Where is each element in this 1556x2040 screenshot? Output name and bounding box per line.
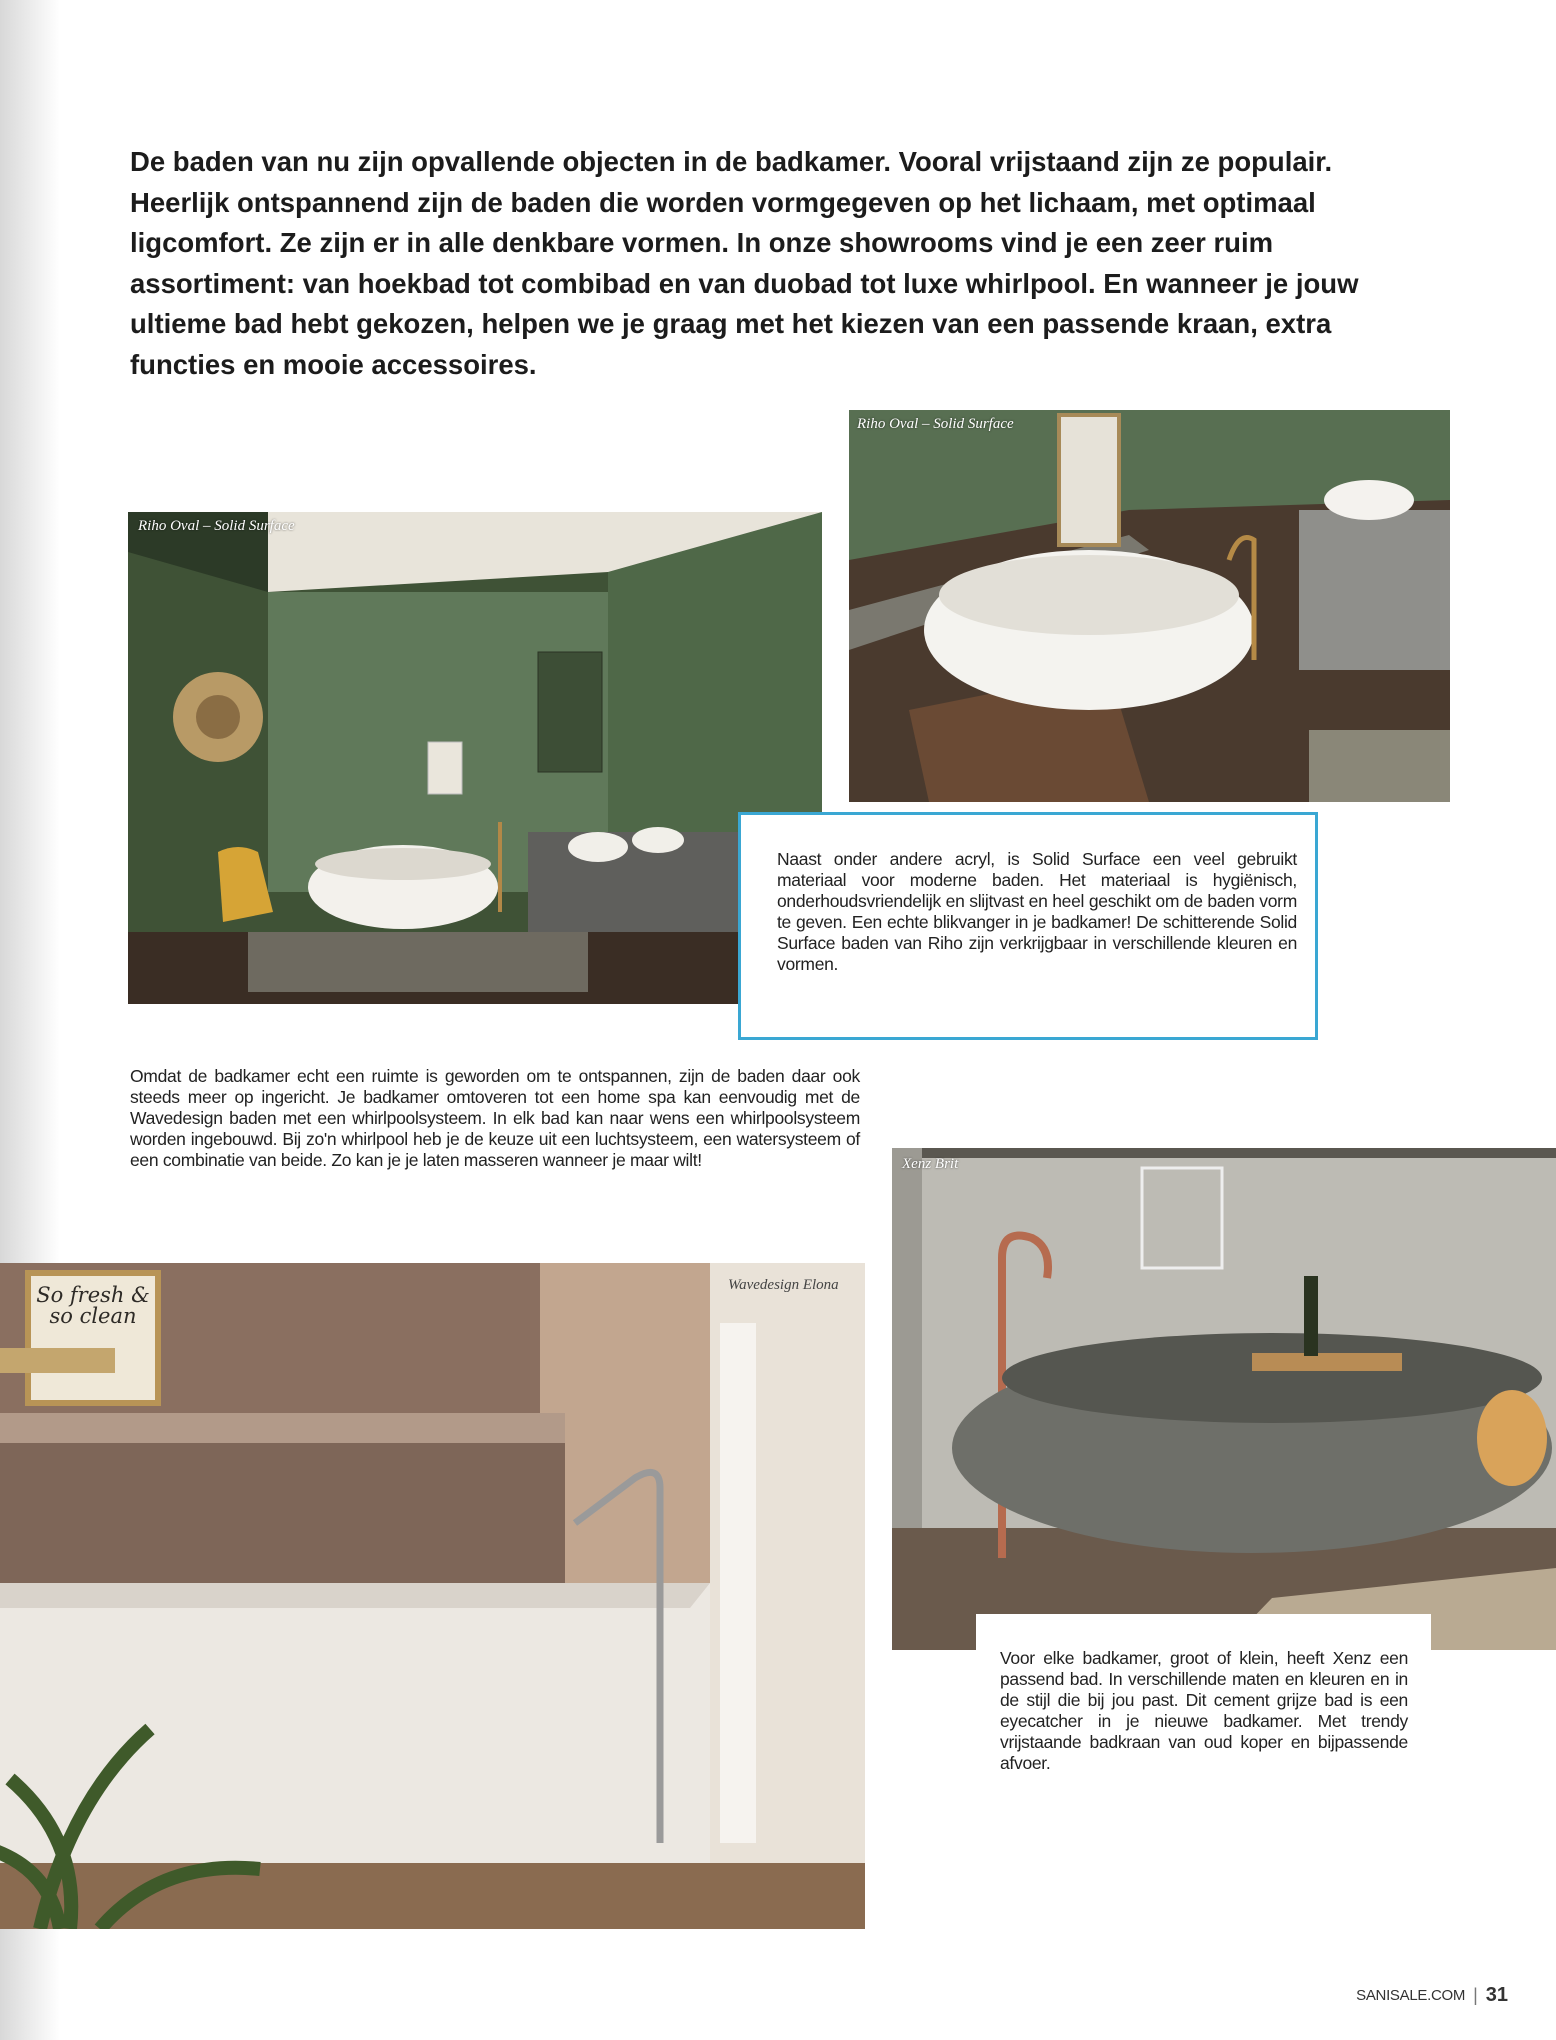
photo-wavedesign-elona [0, 1263, 865, 1929]
page-footer [1356, 1984, 1508, 2007]
photo-caption: Wavedesign Elona [728, 1277, 839, 1293]
xenz-brit-illustration [892, 1148, 1556, 1650]
xenz-info-box [976, 1614, 1431, 1814]
photo-caption: Xenz Brit [902, 1156, 959, 1172]
whirlpool-paragraph: Omdat de badkamer echt een ruimte is geworden om te ontspannen, zijn de baden daar ook steeds meer op ingericht. Je badkamer omtoveren tot een home spa kan eenvoudig met de Wavedesign baden met een whirlpoolsysteem. In elk bad kan naar wens een whirlpoolsysteem worden ingebouwd. Bij zo'n whirlpool heb je de keuze uit een luchtsysteem, een watersysteem of een combinatie van beide. Zo kan je je laten masseren wanneer je maar wilt! [130, 1066, 860, 1170]
photo-riho-oval-closeup [849, 410, 1450, 802]
intro-paragraph: De baden van nu zijn opvallende objecten in de badkamer. Vooral vrijstaand zijn ze populair. Heerlijk ontspannend zijn de baden die worden vormgegeven op het lichaam, met optimaal ligcomfort. Ze zijn er in alle denkbare vormen. In onze showrooms vind je een zeer ruim assortiment: van hoekbad tot combibad en van duobad tot luxe whirlpool. En wanneer je jouw ultieme bad hebt gekozen, helpen we je graag met het kiezen van een passende kraan, extra functies en mooie accessoires. [130, 146, 1359, 380]
wavedesign-elona-illustration [0, 1263, 865, 1929]
riho-oval-closeup-illustration [849, 410, 1450, 802]
footer-site: SANISALE.COM [1356, 1987, 1466, 2004]
footer-separator: | [1473, 1985, 1478, 2005]
solid-surface-info-box [738, 812, 1318, 1040]
photo-xenz-brit [892, 1148, 1556, 1650]
poster-text: So fresh & so clean [36, 1283, 150, 1328]
photo-caption: Riho Oval – Solid Surface [857, 416, 1014, 432]
page-number: 31 [1485, 1984, 1508, 2006]
riho-oval-bathroom-illustration [128, 512, 822, 1004]
solid-surface-text: Naast onder andere acryl, is Solid Surface een veel gebruikt materiaal voor moderne baden. Het materiaal is hygiënisch, onderhoudsvriendelijk en slijtvast en heel geschikt om de baden vorm te geven. Een echte blikvanger in je badkamer! De schitterende Solid Surface baden van Riho zijn verkrijgbaar in verschillende kleuren en vormen. [777, 849, 1297, 974]
xenz-text: Voor elke badkamer, groot of klein, heeft Xenz een passend bad. In verschillende maten en kleuren en in de stijl die bij jou past. Dit cement grijze bad is een eyecatcher in je nieuwe badkamer. Met trendy vrijstaande badkraan van oud koper en bijpassende afvoer. [1000, 1648, 1408, 1773]
photo-caption: Riho Oval – Solid Surface [138, 518, 295, 534]
photo-riho-oval-bathroom [128, 512, 822, 1004]
